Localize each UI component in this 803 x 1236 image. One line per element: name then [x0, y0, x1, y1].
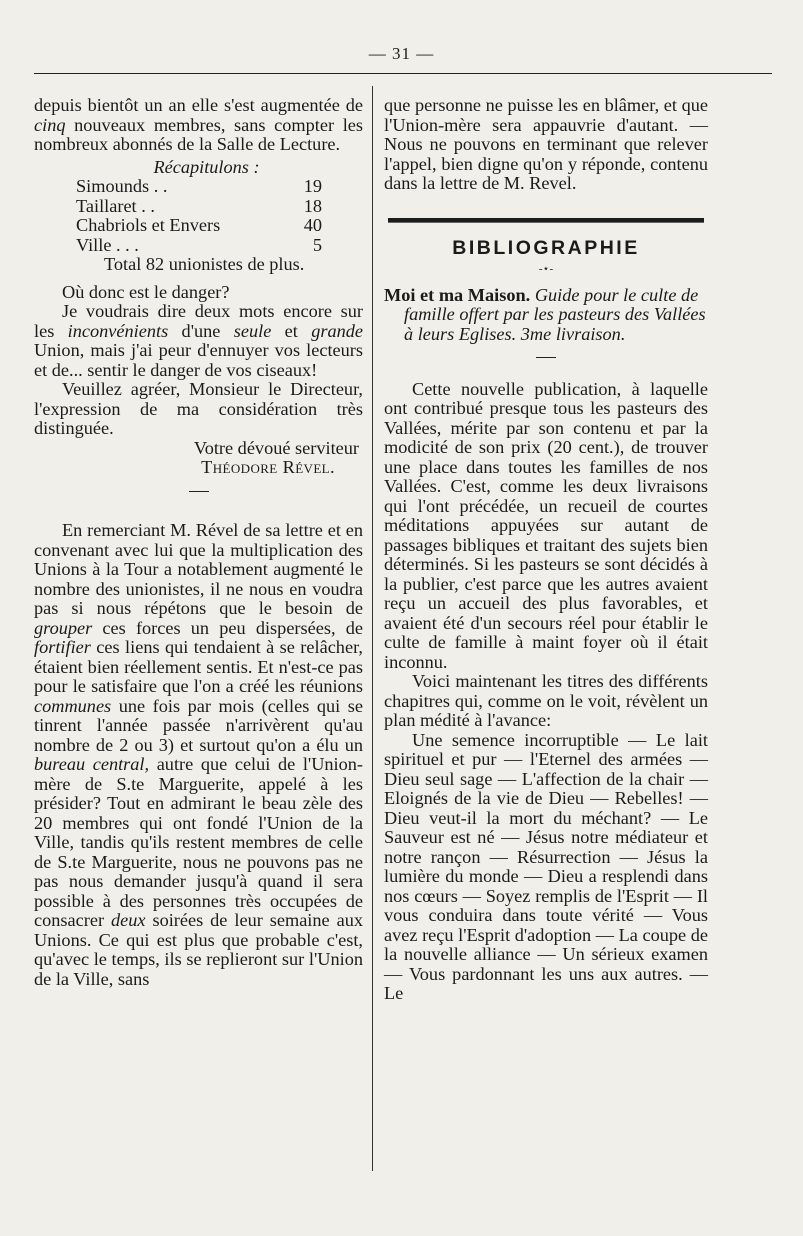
ornament: -⋆-: [538, 263, 554, 275]
recap-value: 18: [303, 195, 322, 216]
recap-value: 19: [303, 176, 322, 196]
bibliography-entry: [384, 286, 708, 345]
page-number: — 31 —: [368, 44, 435, 63]
intro-paragraph: depuis bientôt un an elle s'est augmentée de cinq nouveaux membres, sans compter les nombreux abonnés de la Salle de Lecture.: [34, 95, 363, 154]
recap-row: [34, 236, 363, 256]
recap-value: 40: [303, 215, 322, 235]
cette-paragraph: Cette nouvelle publication, à laquelle ont contribué presque tous les pasteurs des Vallées, mérite par son contenu et par la modicité de son prix (20 cent.), de trouver une place dans toutes les familles de nos Vallées. C'est, comme les deux livraisons qui l'ont précédée, un recueil de courtes méditations appuyées sur autant de passages bibliques et traitant des sujets bien déterminés. Si les pasteurs se sont décidés à la publier, c'est parce que les autres avaient reçu un accueil des plus favorables, et avaient été d'un secours réel pour établir le culte de famille à maint foyer où il était inconnu.: [384, 378, 708, 672]
recap-row: [34, 177, 363, 197]
recap-row: [34, 197, 363, 217]
recap-name: Ville . . .: [76, 234, 139, 255]
recap-total: Total 82 unionistes de plus.: [104, 254, 305, 274]
recap-value: 5: [312, 234, 322, 255]
short-rule: [34, 481, 363, 501]
voici-paragraph: Voici maintenant les titres des différents chapitres qui, comme on le voit, révèlent un plan médité à l'avance:: [384, 671, 708, 730]
signature: Théodore Rével.: [201, 457, 335, 477]
short-rule: [384, 347, 708, 367]
column-divider: [372, 86, 373, 1171]
entry-title: Moi et ma Maison.: [384, 284, 531, 305]
recap-row: [34, 216, 363, 236]
recap-title: Récapitulons :: [153, 156, 260, 177]
closing-line: Votre dévoué serviteur: [193, 437, 359, 458]
remerciant-paragraph: En remerciant M. Rével de sa lettre et en convenant avec lui que la multiplication des Unions à la Tour a notablement augmenté le nombre des unionistes, il ne nous en voudra pas si nous répétons que le besoin de grouper ces forces un peu dispersées, de fortifier ces liens qui tendaient à se relâcher, étaient bien réellement sentis. Et n'est-ce pas pour le satisfaire que l'on a créé les réunions communes une fois par mois (celles qui se tinrent l'année passée n'arrivèrent qu'au nombre de 2 ou 3) et surtout qu'on a élu un bureau central, autre que celui de l'Union-mère de S.te Marguerite, appelé à les présider? Tout en admirant le beau zèle des 20 membres qui ont fondé l'Union de la Ville, tandis qu'ils restent membres de celle de S.te Marguerite, nous ne pouvons pas ne pas nous demander jusqu'à quand il sera possible à des personnes très occupées de consacrer deux soirées de leur semaine aux Unions. Ce qui est plus que probable c'est, qu'avec le temps, ils se replieront sur l'Union de la Ville, sans: [34, 520, 363, 989]
recap-name: Taillaret . .: [76, 195, 155, 216]
recap-name: Simounds . .: [76, 176, 168, 196]
right-column: [384, 96, 708, 1004]
recap-name: Chabriols et Envers: [76, 215, 221, 235]
veuillez-paragraph: Veuillez agréer, Monsieur le Directeur, l'expression de ma considération très distinguée.: [34, 379, 363, 438]
section-rule: [388, 218, 704, 223]
dire-paragraph: Je voudrais dire deux mots encore sur les inconvénients d'une seule et grande Union, mais j'ai peur d'ennuyer vos lecteurs et de... sentir le danger de vos ciseaux!: [34, 301, 364, 380]
intro-emphasis: cinq: [34, 114, 66, 135]
entry-description: Guide pour le culte de famille offert par les pasteurs des Vallées à leurs Eglises. 3me livraison.: [404, 284, 706, 344]
chapter-list-paragraph: Une semence incorruptible — Le lait spirituel et pur — l'Eternel des armées — Dieu seul sage — L'affection de la chair — Eloignés de la vie de Dieu — Rebelles! — Dieu veut-il la mort du méchant? — Le Sauveur est né — Jésus notre médiateur et notre rançon — Résurrection — Jésus la lumière du monde — Dieu a resplendi dans nos cœurs — Soyez remplis de l'Esprit — Il vous conduira dans toute vérité — Vous avez reçu l'Esprit d'adoption — La coupe de la nouvelle alliance — Un sérieux examen — Vous pardonnant les uns aux autres. — Le: [384, 729, 708, 1003]
continuation-paragraph: que personne ne puisse les en blâmer, et que l'Union-mère sera appauvrie d'autant. — Nous ne pouvons en terminant que relever l'appel, bien digne qu'on y réponde, contenu dans la lettre de M. Revel.: [384, 95, 708, 193]
header-rule: [34, 73, 772, 74]
left-column: [34, 96, 363, 989]
section-title: BIBLIOGRAPHIE: [452, 236, 640, 259]
danger-paragraph: Où donc est le danger?: [62, 281, 230, 302]
